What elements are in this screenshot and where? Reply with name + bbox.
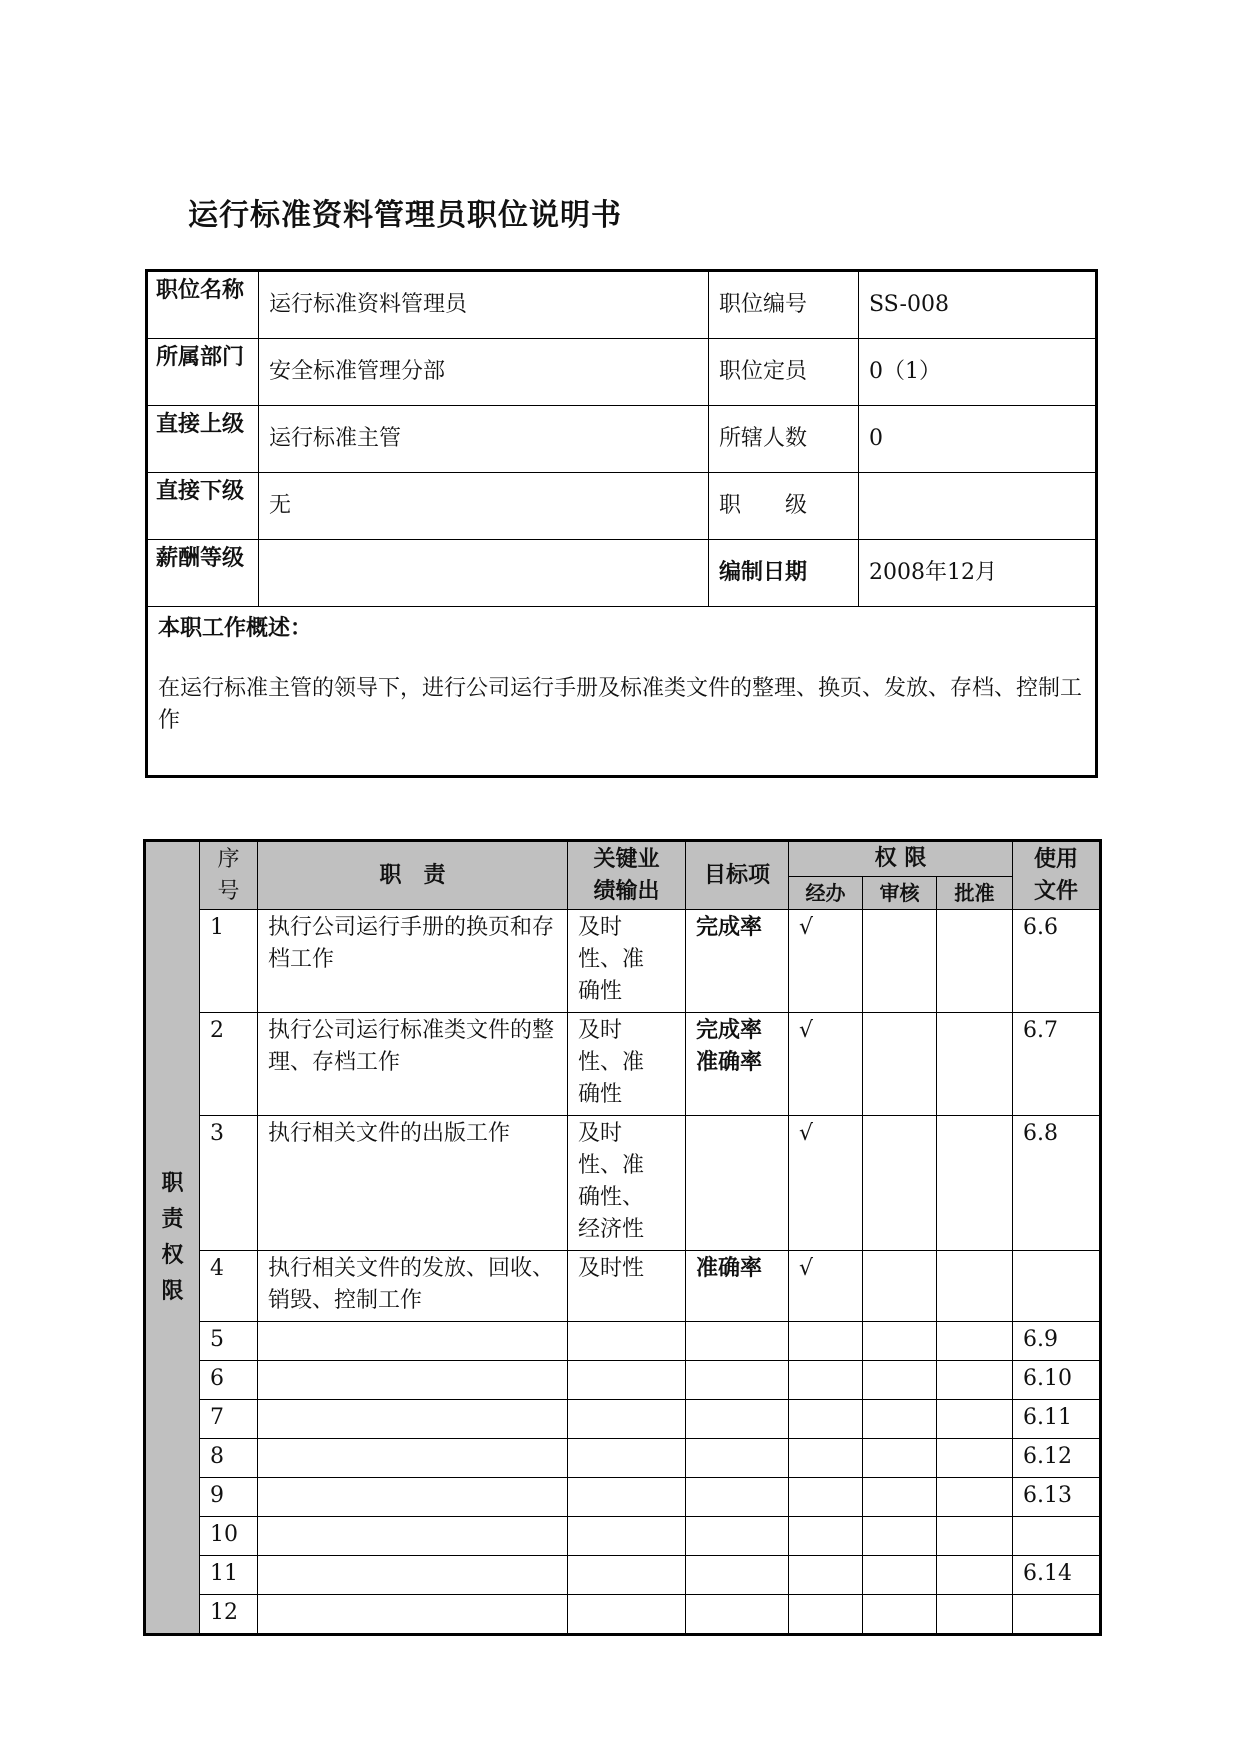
duty-description	[258, 1595, 568, 1635]
duty-pizhun	[937, 1517, 1013, 1556]
info-label: 职位编号	[709, 271, 859, 339]
duty-seq: 12	[200, 1595, 258, 1635]
authority-header: 权 限	[789, 841, 1013, 877]
duty-target	[686, 1517, 789, 1556]
duty-description	[258, 1517, 568, 1556]
duty-seq: 2	[200, 1013, 258, 1116]
duty-row	[145, 1595, 1101, 1635]
duty-description	[258, 1439, 568, 1478]
job-summary-text: 在运行标准主管的领导下，进行公司运行手册及标准类文件的整理、换页、发放、存档、控制工作	[158, 676, 1083, 733]
duty-seq: 11	[200, 1556, 258, 1595]
duty-docs: 6.11	[1013, 1400, 1101, 1439]
duty-description: 执行相关文件的发放、回收、销毁、控制工作	[258, 1251, 568, 1322]
duty-target	[686, 1595, 789, 1635]
info-label: 所属部门	[147, 339, 259, 406]
duty-docs: 6.7	[1013, 1013, 1101, 1116]
duty-seq: 7	[200, 1400, 258, 1439]
duty-kpi: 及时性、准确性	[568, 910, 686, 1013]
duty-kpi	[568, 1595, 686, 1635]
duty-seq: 9	[200, 1478, 258, 1517]
duty-jingban	[789, 1517, 863, 1556]
duty-shenhe	[863, 1439, 937, 1478]
duty-pizhun	[937, 1322, 1013, 1361]
info-label: 职 级	[709, 473, 859, 540]
duty-target	[686, 1116, 789, 1251]
duty-docs	[1013, 1251, 1101, 1322]
info-row	[147, 473, 1097, 540]
duty-row	[145, 1478, 1101, 1517]
shenhe-header: 审核	[863, 877, 937, 910]
info-value	[259, 540, 709, 607]
duty-kpi	[568, 1361, 686, 1400]
duty-jingban: √	[789, 910, 863, 1013]
duty-row	[145, 1439, 1101, 1478]
duty-row	[145, 1013, 1101, 1116]
job-summary-cell	[147, 607, 1097, 777]
docs-header: 使用文件	[1013, 841, 1101, 910]
info-row	[147, 406, 1097, 473]
duty-pizhun	[937, 1400, 1013, 1439]
info-value: SS-008	[859, 271, 1097, 339]
duty-row	[145, 1400, 1101, 1439]
duty-docs: 6.14	[1013, 1556, 1101, 1595]
info-value: 2008年12月	[859, 540, 1097, 607]
duty-jingban: √	[789, 1013, 863, 1116]
info-row	[147, 271, 1097, 339]
duty-description	[258, 1322, 568, 1361]
duty-target	[686, 1400, 789, 1439]
duty-seq: 10	[200, 1517, 258, 1556]
info-label: 直接下级	[147, 473, 259, 540]
info-value: 0	[859, 406, 1097, 473]
duty-row	[145, 1116, 1101, 1251]
duty-pizhun	[937, 1556, 1013, 1595]
duty-jingban	[789, 1361, 863, 1400]
duty-kpi	[568, 1517, 686, 1556]
duty-description: 执行公司运行手册的换页和存档工作	[258, 910, 568, 1013]
duty-pizhun	[937, 1478, 1013, 1517]
duty-seq: 6	[200, 1361, 258, 1400]
duty-row	[145, 1322, 1101, 1361]
duty-docs: 6.12	[1013, 1439, 1101, 1478]
duty-docs: 6.10	[1013, 1361, 1101, 1400]
duty-docs	[1013, 1595, 1101, 1635]
duty-shenhe	[863, 1400, 937, 1439]
duty-target	[686, 1322, 789, 1361]
duty-kpi: 及时性	[568, 1251, 686, 1322]
duty-description: 执行公司运行标准类文件的整理、存档工作	[258, 1013, 568, 1116]
duty-target	[686, 1361, 789, 1400]
duty-kpi	[568, 1400, 686, 1439]
info-label: 职位定员	[709, 339, 859, 406]
duty-target	[686, 1439, 789, 1478]
duty-shenhe	[863, 910, 937, 1013]
info-label: 职位名称	[147, 271, 259, 339]
duty-seq: 3	[200, 1116, 258, 1251]
jingban-header: 经办	[789, 877, 863, 910]
kpi-header: 关键业绩输出	[568, 841, 686, 910]
info-label: 编制日期	[709, 540, 859, 607]
info-value: 运行标准资料管理员	[259, 271, 709, 339]
duty-jingban	[789, 1439, 863, 1478]
duty-target: 完成率 准确率	[686, 1013, 789, 1116]
duty-row	[145, 910, 1101, 1013]
duty-header: 职 责	[258, 841, 568, 910]
duty-pizhun	[937, 1361, 1013, 1400]
duty-docs	[1013, 1517, 1101, 1556]
duty-seq: 1	[200, 910, 258, 1013]
position-info-table	[145, 269, 1098, 778]
duty-kpi	[568, 1556, 686, 1595]
info-row	[147, 339, 1097, 406]
info-label: 薪酬等级	[147, 540, 259, 607]
duty-shenhe	[863, 1595, 937, 1635]
duty-description	[258, 1361, 568, 1400]
duty-shenhe	[863, 1361, 937, 1400]
info-label: 所辖人数	[709, 406, 859, 473]
duty-pizhun	[937, 1251, 1013, 1322]
duty-pizhun	[937, 1439, 1013, 1478]
duty-seq: 4	[200, 1251, 258, 1322]
duty-description	[258, 1478, 568, 1517]
duty-docs: 6.9	[1013, 1322, 1101, 1361]
duty-target	[686, 1478, 789, 1517]
pizhun-header: 批准	[937, 877, 1013, 910]
duty-target: 准确率	[686, 1251, 789, 1322]
page-title: 运行标准资料管理员职位说明书	[188, 198, 622, 233]
duty-row	[145, 1251, 1101, 1322]
duty-shenhe	[863, 1251, 937, 1322]
info-label: 直接上级	[147, 406, 259, 473]
info-value: 安全标准管理分部	[259, 339, 709, 406]
duties-table	[143, 839, 1102, 1636]
target-header: 目标项	[686, 841, 789, 910]
info-value: 0（1）	[859, 339, 1097, 406]
duty-kpi	[568, 1439, 686, 1478]
duty-jingban	[789, 1478, 863, 1517]
info-value: 无	[259, 473, 709, 540]
duty-jingban	[789, 1595, 863, 1635]
duty-docs: 6.13	[1013, 1478, 1101, 1517]
duty-description	[258, 1400, 568, 1439]
job-summary-label: 本职工作概述：	[158, 616, 313, 641]
duty-kpi: 及时性、准确性	[568, 1013, 686, 1116]
duty-jingban: √	[789, 1116, 863, 1251]
duty-shenhe	[863, 1322, 937, 1361]
info-value	[859, 473, 1097, 540]
duty-target: 完成率	[686, 910, 789, 1013]
duty-shenhe	[863, 1116, 937, 1251]
info-row	[147, 540, 1097, 607]
info-value: 运行标准主管	[259, 406, 709, 473]
duty-row	[145, 1556, 1101, 1595]
duty-seq: 8	[200, 1439, 258, 1478]
duty-kpi	[568, 1478, 686, 1517]
duty-jingban	[789, 1322, 863, 1361]
duties-side-label-cell	[145, 841, 200, 1635]
duty-shenhe	[863, 1517, 937, 1556]
duty-jingban: √	[789, 1251, 863, 1322]
duty-pizhun	[937, 1013, 1013, 1116]
duty-target	[686, 1556, 789, 1595]
seq-header: 序号	[200, 841, 258, 910]
duty-jingban	[789, 1556, 863, 1595]
duty-shenhe	[863, 1478, 937, 1517]
duty-pizhun	[937, 910, 1013, 1013]
duty-row	[145, 1361, 1101, 1400]
duty-row	[145, 1517, 1101, 1556]
duty-kpi: 及时性、准确性、经济性	[568, 1116, 686, 1251]
duty-pizhun	[937, 1116, 1013, 1251]
duty-docs: 6.6	[1013, 910, 1101, 1013]
duty-shenhe	[863, 1556, 937, 1595]
duty-kpi	[568, 1322, 686, 1361]
duty-shenhe	[863, 1013, 937, 1116]
duty-description	[258, 1556, 568, 1595]
duties-side-label: 职责权限	[161, 1170, 184, 1304]
duty-pizhun	[937, 1595, 1013, 1635]
duty-seq: 5	[200, 1322, 258, 1361]
duty-jingban	[789, 1400, 863, 1439]
duty-docs: 6.8	[1013, 1116, 1101, 1251]
duty-description: 执行相关文件的出版工作	[258, 1116, 568, 1251]
